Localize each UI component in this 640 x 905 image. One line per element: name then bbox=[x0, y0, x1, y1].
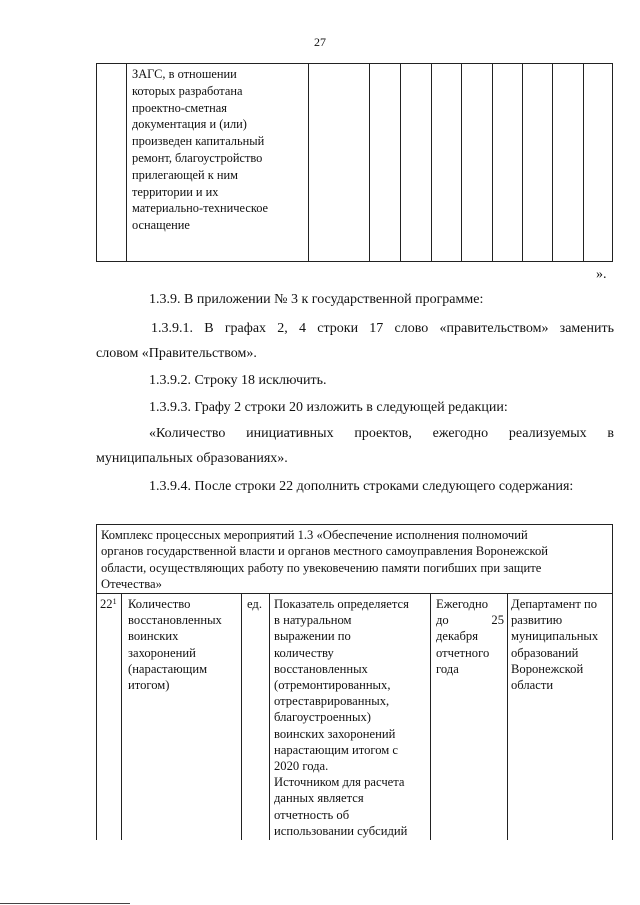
text-line: оснащение bbox=[132, 218, 190, 233]
text-line: захоронений bbox=[128, 645, 196, 660]
text-line: муниципальных bbox=[511, 629, 599, 644]
paragraph-1-3-9-3: 1.3.9.3. Графу 2 строки 20 изложить в следующей редакции: bbox=[149, 400, 508, 415]
text-line: отчетного bbox=[436, 645, 490, 660]
text-line: декабря bbox=[436, 629, 479, 644]
header-line: Отечества» bbox=[101, 576, 162, 591]
text-line: отчетность об bbox=[274, 807, 350, 822]
text-line: использовании субсидий bbox=[274, 823, 408, 838]
column-divider bbox=[269, 593, 270, 840]
text-line: данных является bbox=[274, 791, 364, 806]
text-line: Количество bbox=[128, 597, 191, 611]
text-line bbox=[436, 612, 504, 628]
text-line: документация и (или) bbox=[132, 117, 247, 132]
paragraph-1-3-9-1: 1.3.9.1. В графах 2, 4 строки 17 слово «правительством» заменить bbox=[151, 321, 614, 336]
paragraph-1-3-9-2: 1.3.9.2. Строку 18 исключить. bbox=[149, 373, 327, 388]
footnote-separator bbox=[0, 903, 130, 904]
text-line: развитию bbox=[511, 613, 563, 628]
inserted-table bbox=[96, 524, 613, 840]
text-line: Воронежской bbox=[511, 661, 584, 676]
text-line: количеству bbox=[274, 645, 334, 660]
page-number: 27 bbox=[314, 35, 326, 49]
text-line: года bbox=[436, 661, 459, 676]
text-fragment: до bbox=[436, 613, 449, 628]
header-line: органов государственной власти и органов местного самоуправления Воронежской bbox=[101, 544, 549, 559]
text-line: (нарастающим bbox=[128, 661, 208, 676]
column-divider bbox=[507, 593, 508, 840]
quoted-text-cont: муниципальных образованиях». bbox=[96, 451, 288, 466]
row-number bbox=[100, 596, 117, 612]
responsible-department bbox=[511, 596, 611, 693]
paragraph-1-3-9-4: 1.3.9.4. После строки 22 дополнить строками следующего содержания: bbox=[149, 479, 574, 494]
header-line: Комплекс процессных мероприятий 1.3 «Обеспечение исполнения полномочий bbox=[101, 528, 528, 542]
text-line: Источником для расчета bbox=[274, 775, 405, 790]
text-line: образований bbox=[511, 645, 579, 660]
row-number-superscript: 1 bbox=[112, 597, 117, 606]
text-line: проектно-сметная bbox=[132, 100, 227, 115]
indicator-name bbox=[128, 596, 240, 693]
unit-of-measure: ед. bbox=[247, 597, 262, 611]
row-divider bbox=[97, 593, 612, 594]
text-line: воинских захоронений bbox=[274, 726, 396, 741]
text-line: Показатель определяется bbox=[274, 597, 409, 611]
column-divider bbox=[430, 593, 431, 840]
text-line: которых разработана bbox=[132, 83, 243, 98]
indicator-description bbox=[274, 596, 429, 839]
text-line: воинских bbox=[128, 629, 179, 644]
text-line: области bbox=[511, 678, 554, 693]
paragraph-1-3-9-1-cont: словом «Правительством». bbox=[96, 346, 257, 361]
text-line: произведен капитальный bbox=[132, 134, 265, 149]
text-line: итогом) bbox=[128, 678, 170, 693]
text-line: ремонт, благоустройство bbox=[132, 150, 263, 165]
paragraph-1-3-9: 1.3.9. В приложении № 3 к государственной программе: bbox=[149, 292, 484, 307]
text-line: территории и их bbox=[132, 184, 219, 199]
text-line: восстановленных bbox=[128, 613, 222, 628]
text-line: благоустроенных) bbox=[274, 710, 371, 725]
text-line: прилегающей к ним bbox=[132, 167, 238, 182]
text-line: ЗАГС, в отношении bbox=[132, 67, 237, 81]
text-line: в натуральном bbox=[274, 613, 352, 628]
column-divider bbox=[241, 593, 242, 840]
table-cell-text bbox=[132, 66, 302, 234]
text-line: нарастающим итогом с bbox=[274, 742, 399, 757]
text-line: восстановленных bbox=[274, 661, 368, 676]
text-fragment: 25 bbox=[491, 613, 504, 628]
continued-table bbox=[96, 63, 613, 262]
reporting-period bbox=[436, 596, 504, 677]
text-line: 2020 года. bbox=[274, 759, 329, 774]
text-line: отреставрированных, bbox=[274, 694, 390, 709]
header-line: области, осуществляющих работу по увековечению памяти погибших при защите bbox=[101, 560, 542, 575]
closing-quote: ». bbox=[596, 267, 607, 282]
row-number-value: 22 bbox=[100, 597, 113, 611]
quoted-text: «Количество инициативных проектов, ежегодно реализуемых в bbox=[149, 426, 614, 441]
table-header-cell bbox=[101, 527, 606, 592]
text-line: (отремонтированных, bbox=[274, 678, 391, 693]
text-line: Департамент по bbox=[511, 597, 598, 611]
text-line: выражении по bbox=[274, 629, 351, 644]
column-divider bbox=[121, 593, 122, 840]
text-line: материально-техническое bbox=[132, 201, 269, 216]
text-line: Ежегодно bbox=[436, 597, 489, 611]
